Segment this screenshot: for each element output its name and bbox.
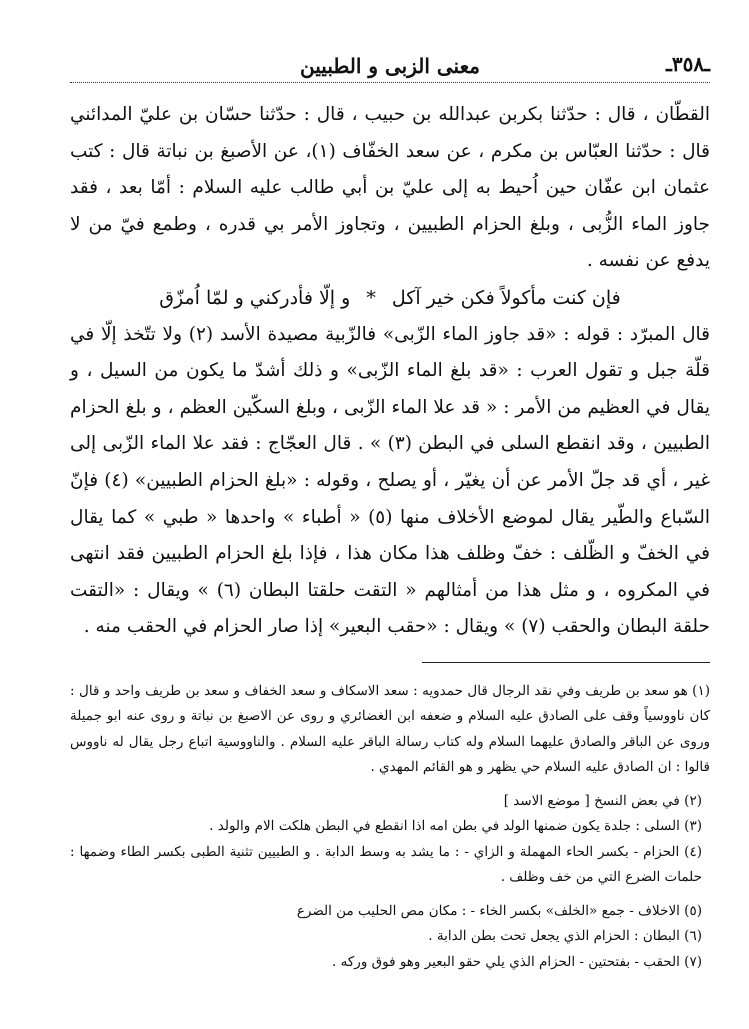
verse-separator: * [366, 286, 376, 309]
page-header [70, 48, 710, 83]
verse-first-hemistich: فإن كنت مأكولاً فكن خير آكل [391, 286, 621, 309]
page-number: ـ٣٥٨ـ [666, 52, 710, 76]
footnote-divider [422, 662, 710, 663]
running-title: معنى الزبى و الطبيين [300, 54, 480, 78]
paragraph-2: قال المبرّد : قوله : «قد جاوز الماء الزّبى» فالزّبية مصيدة الأسد (٢) ولا تتّخذ إلّا في قلّة جبل و تقول العرب : «قد بلغ الماء الزّبى» و ذلك أشدّ ما يكون من السيل ، و يقال في العظيم من الأمر : « قد علا الماء الزّبى ، وبلغ السكّين العظم ، و بلغ الحزام الطبيين ، وقد انقطع السلى في البطن (٣) » . قال العجّاج : فقد علا الماء الزّبى إلى غير ، أي قد جلّ الأمر عن أن يغيّر ، أو يصلح ، وقوله : «بلغ الحزام الطبيين» (٤) فإنّ السّباع والطّير يقال لموضع الأخلاف منها (٥) « أطباء » واحدها « طبي » كما يقال في الخفّ و الظّلف : خفّ وظلف هذا مكان هذا ، فإذا بلغ الحزام الطبيين فقد انتهى في المكروه ، و مثل هذا من أمثالهم « التقت حلقتا البطان (٦) » ويقال : «التقت حلقة البطان والحقب (٧) » ويقال : «حقب البعير» إذا صار الحزام في الحقب منه . [70, 323, 710, 638]
footnote-2: (٢) في بعض النسخ [ موضع الاسد ] [503, 792, 702, 809]
footnote-1: (١) هو سعد بن طريف وفي نقد الرجال قال حمدويه : سعد الاسكاف و سعد الخفاف و سعد بن طريف واحد و قال : كان ناووسياً وقف على الصادق عليه السلام و ضعفه ابن الغضائري و روى عن الاصبغ بن نباتة و روى عنه ابو جميلة وروى عن الباقر والصادق عليهما السلام وله كتاب رسالة الباقر عليه السلام . والناووسية اتباع رجل يقال له ناووس قالوا : ان الصادق عليه السلام حي يظهر و هو القائم المهدي . [70, 682, 710, 776]
footnote-6: (٦) البطان : الحزام الذي يجعل تحت بطن الدابة . [428, 928, 702, 945]
footnotes-section [70, 679, 710, 976]
footnote-4: (٤) الحزام - بكسر الحاء المهملة و الزاي - : ما يشد به وسط الدابة . و الطبيين تثنية الطبى بكسر الطاء وضمها : حلمات الضرع التي من خف وظلف . [70, 843, 702, 886]
footnote-7: (٧) الحقب - بفتحتين - الحزام الذي يلي حقو البعير وهو فوق وركه . [332, 953, 702, 970]
footnote-5: (٥) الاخلاف - جمع «الخلف» بكسر الخاء - : مكان مص الحليب من الضرع [296, 902, 702, 919]
poem-verse [70, 280, 710, 317]
book-page [70, 48, 710, 1008]
footnote-3: (٣) السلى : جلدة يكون ضمنها الولد في بطن امه اذا انقطع في البطن هلكت الام والولد . [209, 818, 702, 835]
paragraph-1: القطّان ، قال : حدّثنا بكربن عبدالله بن حبيب ، قال : حدّثنا حسّان بن عليّ المدائني قال : حدّثنا العبّاس بن مكرم ، عن سعد الخفّاف (١)، عن الأصبغ بن نباتة قال : كتب عثمان ابن عفّان حين اُحيط به إلى عليّ بن أبي طالب عليه السلام : أمّا بعد ، فقد جاوز الماء الزُّبى ، وبلغ الحزام الطبيين ، وتجاوز الأمر بي قدره ، وطمع فيّ من لا يدفع عن نفسه . [70, 104, 710, 272]
verse-second-hemistich: و إلّا فأدركني و لمّا اُمزّق [159, 286, 351, 309]
main-text [70, 97, 710, 646]
